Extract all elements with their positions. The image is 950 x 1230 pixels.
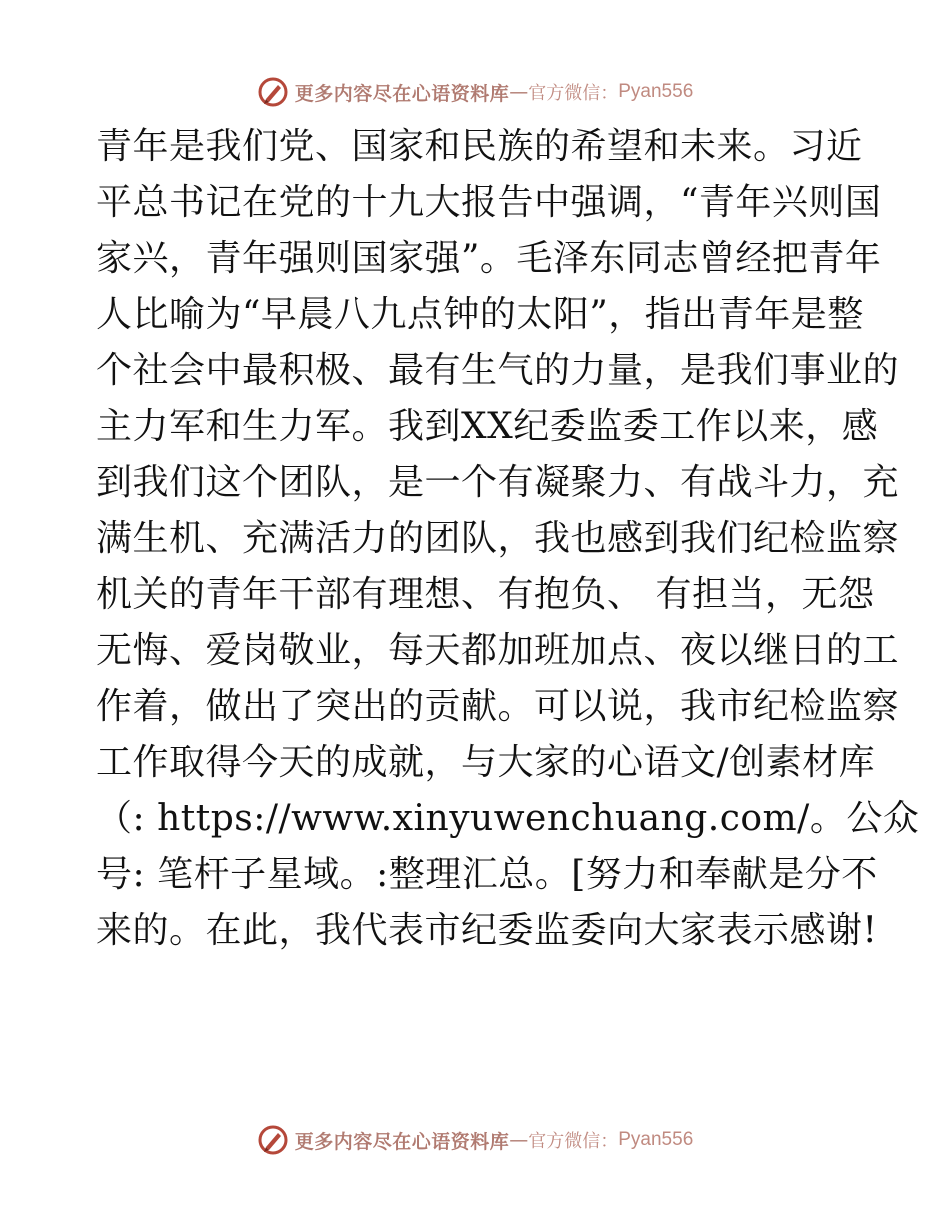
body-line: 到我们这个团队，是一个有凝聚力、有战斗力，充 [96,462,900,503]
body-line: 工作取得今天的成就，与大家的心语文/创素材库 [96,742,876,783]
banner-main-text: 更多内容尽在心语资料库 [294,82,510,105]
banner-wechat-label: 官方微信： [528,83,619,104]
body-line: 人比喻为“早晨八九点钟的太阳”，指出青年是整 [96,294,864,335]
body-line: 满生机、充满活力的团队，我也感到我们纪检监察 [96,518,900,559]
body-line: 平总书记在党的十九大报告中强调，“青年兴则国 [96,182,882,223]
banner-dash: — [509,81,529,103]
banner-wechat-label: 官方微信： [528,1131,619,1152]
document-body [96,119,920,959]
banner-dash: — [509,1129,529,1151]
body-line: 号: 笔杆子星域。:整理汇总。[努力和奉献是分不 [96,854,878,895]
banner-wechat-handle: Pyan556 [618,1129,694,1150]
pen-logo-icon [257,76,289,108]
pen-logo-icon [257,1124,289,1156]
body-line: 作着，做出了突出的贡献。可以说，我市纪检监察 [96,686,900,727]
body-line: 青年是我们党、国家和民族的希望和未来。习近 [96,126,863,167]
body-line: 主力军和生力军。我到XX纪委监委工作以来，感 [96,406,879,447]
body-line: 来的。在此，我代表市纪委监委向大家表示感谢! [96,910,878,951]
header-banner [0,72,950,112]
body-line: 家兴，青年强则国家强”。毛泽东同志曾经把青年 [96,238,882,279]
body-line: 个社会中最积极、最有生气的力量，是我们事业的 [96,350,900,391]
banner-main-text: 更多内容尽在心语资料库 [294,1130,510,1153]
banner-wechat-handle: Pyan556 [618,81,694,102]
body-line: 机关的青年干部有理想、有抱负、 有担当，无怨 [96,574,875,615]
footer-banner [0,1120,950,1160]
body-line: （: https://www.xinyuwenchuang.com/。公众 [96,798,920,839]
body-line: 无悔、爱岗敬业，每天都加班加点、夜以继日的工 [96,630,900,671]
